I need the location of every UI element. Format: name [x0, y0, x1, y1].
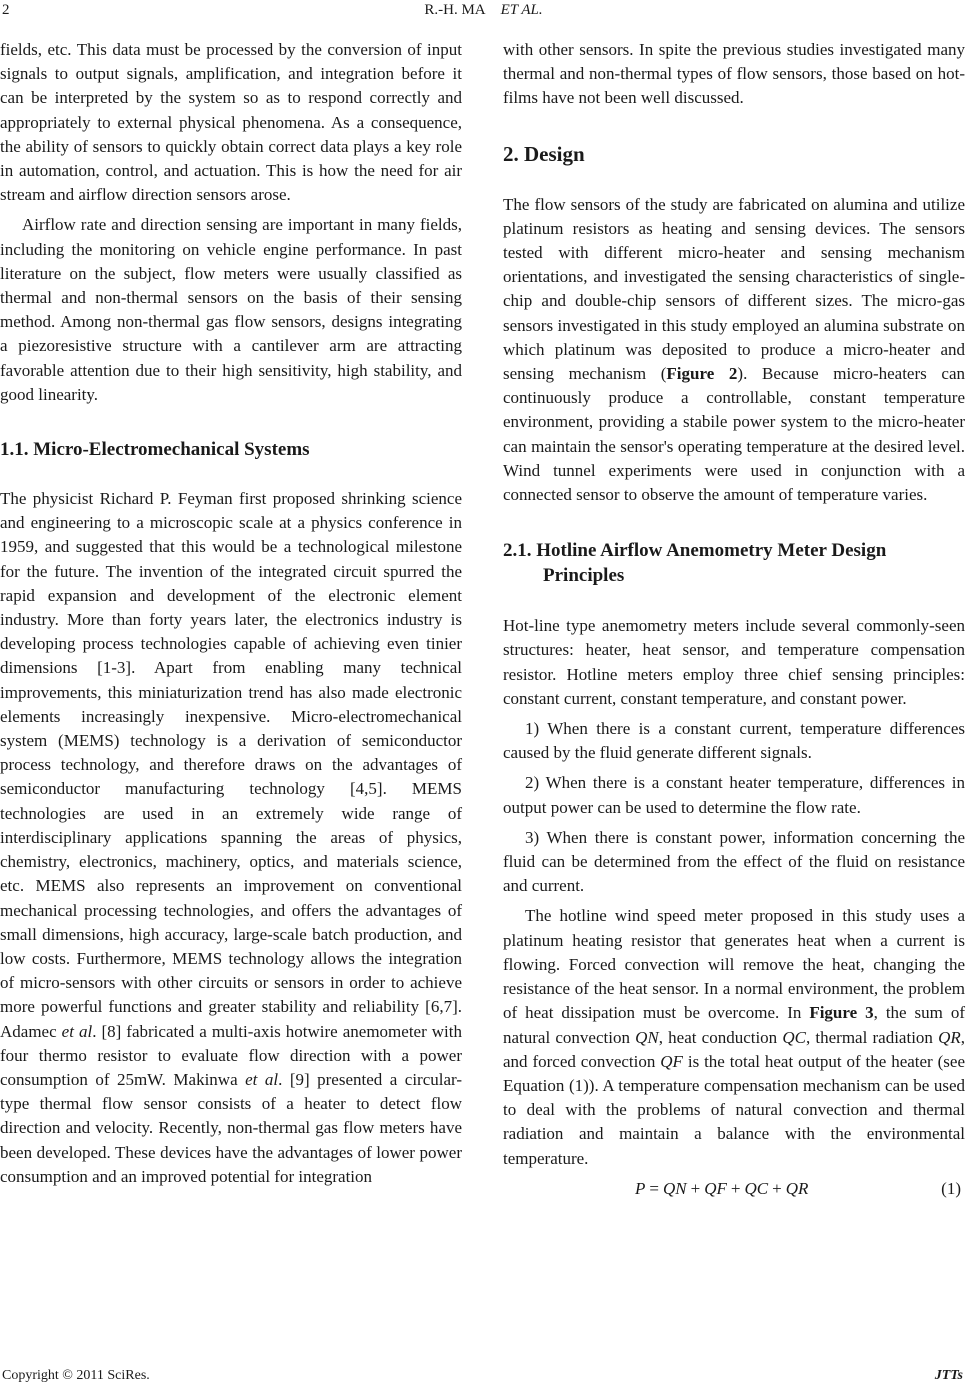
paragraph: fields, etc. This data must be processed by the conversion of input signals to output signals, amplification, and integration before it can be interpreted by the system so as to respond correctly and appropriately to external physical phenomena. As a consequence, the ability of sensors to quickly obtain correct data plays a key role in automation, control, and actuation. This is how the need for air stream and airflow direction sensors arose. [0, 40, 462, 205]
journal-name: JTTs [934, 1368, 963, 1383]
section-heading-2-1: 2.1. Hotline Airflow Anemometry Meter Design Principles [503, 540, 887, 587]
paragraph [503, 904, 965, 1170]
equation-number: (1) [941, 1178, 961, 1198]
et-al: et al [61, 1021, 93, 1041]
page-number: 2 [2, 2, 10, 18]
et-al: et al [245, 1069, 279, 1089]
running-header [0, 0, 967, 26]
running-head-authors [0, 2, 967, 19]
eq-term: QC [744, 1178, 769, 1198]
et-al: ET AL. [500, 2, 543, 18]
figure-2-reference: Figure 2 [666, 364, 738, 384]
equation-body [635, 1177, 808, 1201]
page-footer [0, 1368, 967, 1386]
author-names: R.-H. MA [424, 2, 486, 18]
text-run: . [8] fabricated a multi-axis hotwire anemometer with four thermo resistor to evaluate flow direction with a power consumption of 25mW. Makinwa [0, 1021, 463, 1089]
symbol-qr: QR [938, 1027, 961, 1047]
text-run: , the sum of natural convection [503, 1003, 965, 1047]
section-heading-1-1: 1.1. Micro-Electromechanical Systems [0, 439, 310, 461]
section-heading-2: 2. Design [503, 141, 585, 166]
list-item: 3) When there is constant power, information concerning the fluid can be determined from the effect of the fluid on resistance and current. [503, 827, 965, 896]
paragraph: Hot-line type anemometry meters include several commonly-seen structures: heater, heat sensor, and temperature compensation resistor. Hotline meters employ three chief sensing principles: constant current, constant temperature, and constant power. [503, 616, 965, 708]
eq-plus: + [690, 1178, 701, 1198]
paragraph: Airflow rate and direction sensing are important in many fields, including the monitoring on vehicle engine performance. In past literature on the subject, flow meters were usually classified as thermal and non-thermal sensors on the basis of their sensing method. Among non-thermal gas flow sensors, designs integrating a piezoresistive structure with a cantilever arm are attracting favorable attention due to their high sensitivity, high stability, and good linearity. [0, 215, 462, 404]
right-column [503, 38, 965, 1203]
text-run: , and forced convection [503, 1027, 966, 1071]
symbol-qc: QC [782, 1027, 806, 1047]
equation-1 [503, 1175, 965, 1203]
text-run: , thermal radiation [805, 1027, 939, 1047]
copyright-notice: Copyright © 2011 SciRes. [2, 1368, 150, 1383]
eq-plus: + [772, 1178, 782, 1198]
paragraph: with other sensors. In spite the previous studies investigated many thermal and non-thermal types of flow sensors, those based on hot-films have not been well discussed. [503, 40, 965, 108]
text-run: is the total heat output of the heater (see Equation (1)). A temperature compensation mechanism can be used to deal with the problems of natural convection and thermal radiation and maintain a balance with the environmental temperature. [503, 1051, 965, 1168]
text-run: , heat conduction [658, 1027, 783, 1047]
symbol-qn: QN [635, 1027, 659, 1047]
eq-plus: + [730, 1178, 741, 1198]
text-run: The flow sensors of the study are fabricated on alumina and utilize platinum resistors as heating and sensing devices. The sensors tested with different micro-heater and sensing mechanism orientations, and investigated the sensing characteristics of single-chip and double-chip sensors of different sizes. The micro-gas sensors investigated in this study employed an alumina substrate on which platinum was deposited to produce a micro-heater and sensing mechanism ( [503, 194, 965, 384]
left-column [0, 38, 462, 1189]
text-run: The hotline wind speed meter proposed in this study uses a platinum heating resistor that generates heat when a current is flowing. Forced convection will remove the heat, changing the resistance of the heat sensor. In a normal environment, the problem of heat dissipation must be overcome. In [503, 906, 965, 1023]
text-run: The physicist Richard P. Feyman first proposed shrinking science and engineering to a microscopic scale at a physics conference in 1959, and suggested that this would be a technological milestone for the future. The invention of the integrated circuit spurred the rapid expansion and development of the electronic element industry. More than forty years later, the electronics industry is developing process technologies capable of achieving even tinier dimensions [1-3]. Apart from enabling many technical improvements, this miniaturization trend has also made electronic elements increasingly inexpensive. Micro-electromechanical system (MEMS) technology is a derivation of semiconductor process technology, and therefore draws on the advantages of semiconductor manufacturing technology [4,5]. MEMS technologies are used in an extremely wide range of interdisciplinary applications spanning the areas of physics, chemistry, electronics, machinery, optics, and materials science, etc. MEMS also represents an improvement on conventional mechanical processing technologies, and offers the advantages of small dimensions, high accuracy, large-scale batch production, and low costs. Furthermore, MEMS technology allows the integration of micro-sensors with other circuits or sensors in order to achieve more powerful functions and greater stability and reliability [6,7]. Adamec [0, 489, 462, 1041]
eq-equals: = [649, 1178, 659, 1198]
eq-term: QF [704, 1178, 727, 1198]
text-run: ). Because micro-heaters can continuously produce a controllable, constant temperature environment, providing a stabile power system to the micro-heater can maintain the sensor's operating temperature at the desired level. Wind tunnel experiments were used in conjunction with a connected sensor to observe the amount of temperature varies. [503, 364, 965, 505]
eq-term: QR [785, 1178, 809, 1198]
list-item: 2) When there is a constant heater temperature, differences in output power can be used to determine the flow rate. [503, 773, 965, 817]
paragraph [503, 193, 965, 508]
text-run: . [9] presented a circular-type thermal flow sensor consists of a heater to detect flow direction and velocity. Recently, non-thermal gas flow meters have been developed. These devices have the advantages of lower power consumption and an improved potential for integration [0, 1069, 462, 1186]
list-item: 1) When there is a constant current, temperature differences caused by the fluid generate different signals. [503, 719, 965, 763]
figure-3-reference: Figure 3 [809, 1003, 874, 1023]
paragraph [0, 487, 462, 1189]
symbol-qf: QF [660, 1051, 683, 1071]
eq-lhs: P [635, 1178, 646, 1198]
eq-term: QN [662, 1178, 687, 1198]
